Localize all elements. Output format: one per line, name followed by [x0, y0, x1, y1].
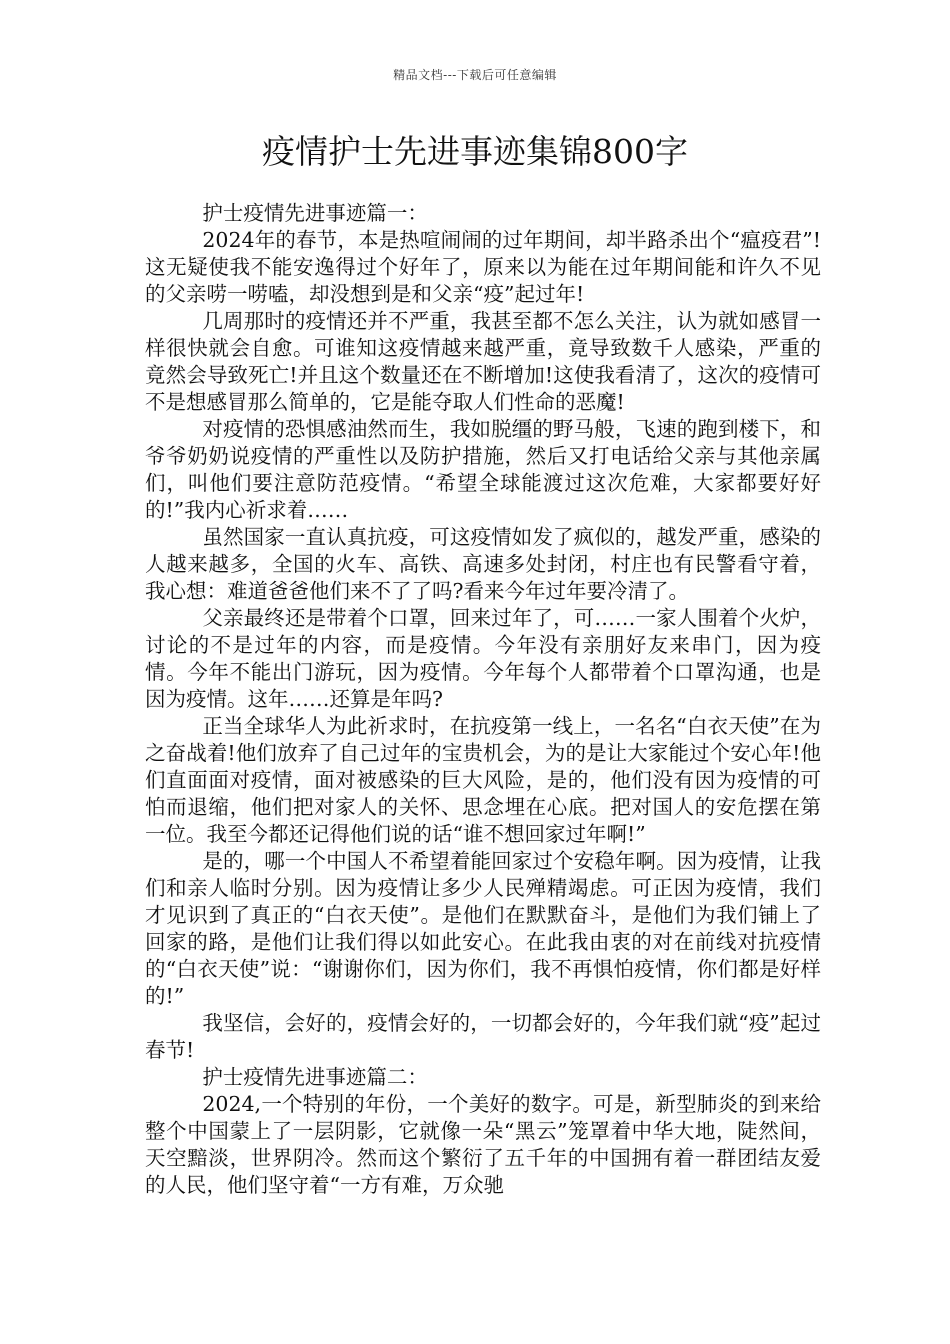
paragraph: 2024,一个特别的年份，一个美好的数字。可是，新型肺炎的到来给整个中国蒙上了一层阴影，它就像一朵“黑云”笼罩着中华大地，陡然间，天空黯淡，世界阴冷。然而这个繁衍了五千年的中国拥有着一群团结友爱的人民，他们坚守着“一方有难，万众驰 — [145, 1092, 821, 1197]
paragraph: 护士疫情先进事迹篇二： — [202, 1065, 428, 1089]
document-title: 疫情护士先进事迹集锦800字 — [262, 132, 688, 171]
paragraph: 2024年的春节，本是热喧闹闹的过年期间，却半路杀出个“瘟疫君”!这无疑使我不能安逸得过个好年了，原来以为能在过年期间能和许久不见的父亲唠一唠嗑，却没想到是和父亲“疫”起过年! — [145, 228, 821, 306]
paragraph: 虽然国家一直认真抗疫，可这疫情如发了疯似的，越发严重，感染的人越来越多，全国的火车、高铁、高速多处封闭，村庄也有民警看守着，我心想：难道爸爸他们来不了了吗?看来今年过年要冷清了。 — [145, 525, 821, 603]
paragraph: 正当全球华人为此祈求时，在抗疫第一线上，一名名“白衣天使”在为之奋战着!他们放弃了自己过年的宝贵机会，为的是让大家能过个安心年!他们直面面对疫情，面对被感染的巨大风险，是的，他们没有因为疫情的可怕而退缩，他们把对家人的关怀、思念埋在心底。把对国人的安危摆在第一位。我至今都还记得他们说的话“谁不想回家过年啊!” — [145, 714, 821, 846]
document-body — [145, 200, 821, 1199]
page-header: 精品文档---下载后可任意编辑 — [393, 68, 557, 82]
paragraph: 我坚信，会好的，疫情会好的，一切都会好的，今年我们就“疫”起过春节! — [145, 1011, 821, 1062]
paragraph: 父亲最终还是带着个口罩，回来过年了，可……一家人围着个火炉，讨论的不是过年的内容，而是疫情。今年没有亲朋好友来串门，因为疫情。今年不能出门游玩，因为疫情。今年每个人都带着个口罩沟通，也是因为疫情。这年……还算是年吗? — [145, 606, 821, 711]
paragraph: 护士疫情先进事迹篇一： — [202, 201, 428, 225]
paragraph: 几周那时的疫情还并不严重，我甚至都不怎么关注，认为就如感冒一样很快就会自愈。可谁知这疫情越来越严重，竟导致数千人感染，严重的竟然会导致死亡!并且这个数量还在不断增加!这使我看清了，这次的疫情可不是想感冒那么简单的，它是能夺取人们性命的恶魔! — [145, 309, 821, 414]
paragraph: 对疫情的恐惧感油然而生，我如脱缰的野马般，飞速的跑到楼下，和爷爷奶奶说疫情的严重性以及防护措施，然后又打电话给父亲与其他亲属们，叫他们要注意防范疫情。“希望全球能渡过这次危难，大家都要好好的!”我内心祈求着…… — [145, 417, 821, 522]
paragraph: 是的，哪一个中国人不希望着能回家过个安稳年啊。因为疫情，让我们和亲人临时分别。因为疫情让多少人民殚精竭虑。可正因为疫情，我们才见识到了真正的“白衣天使”。是他们在默默奋斗，是他们为我们铺上了回家的路，是他们让我们得以如此安心。在此我由衷的对在前线对抗疫情的“白衣天使”说：“谢谢你们，因为你们，我不再惧怕疫情，你们都是好样的!” — [145, 849, 821, 1008]
